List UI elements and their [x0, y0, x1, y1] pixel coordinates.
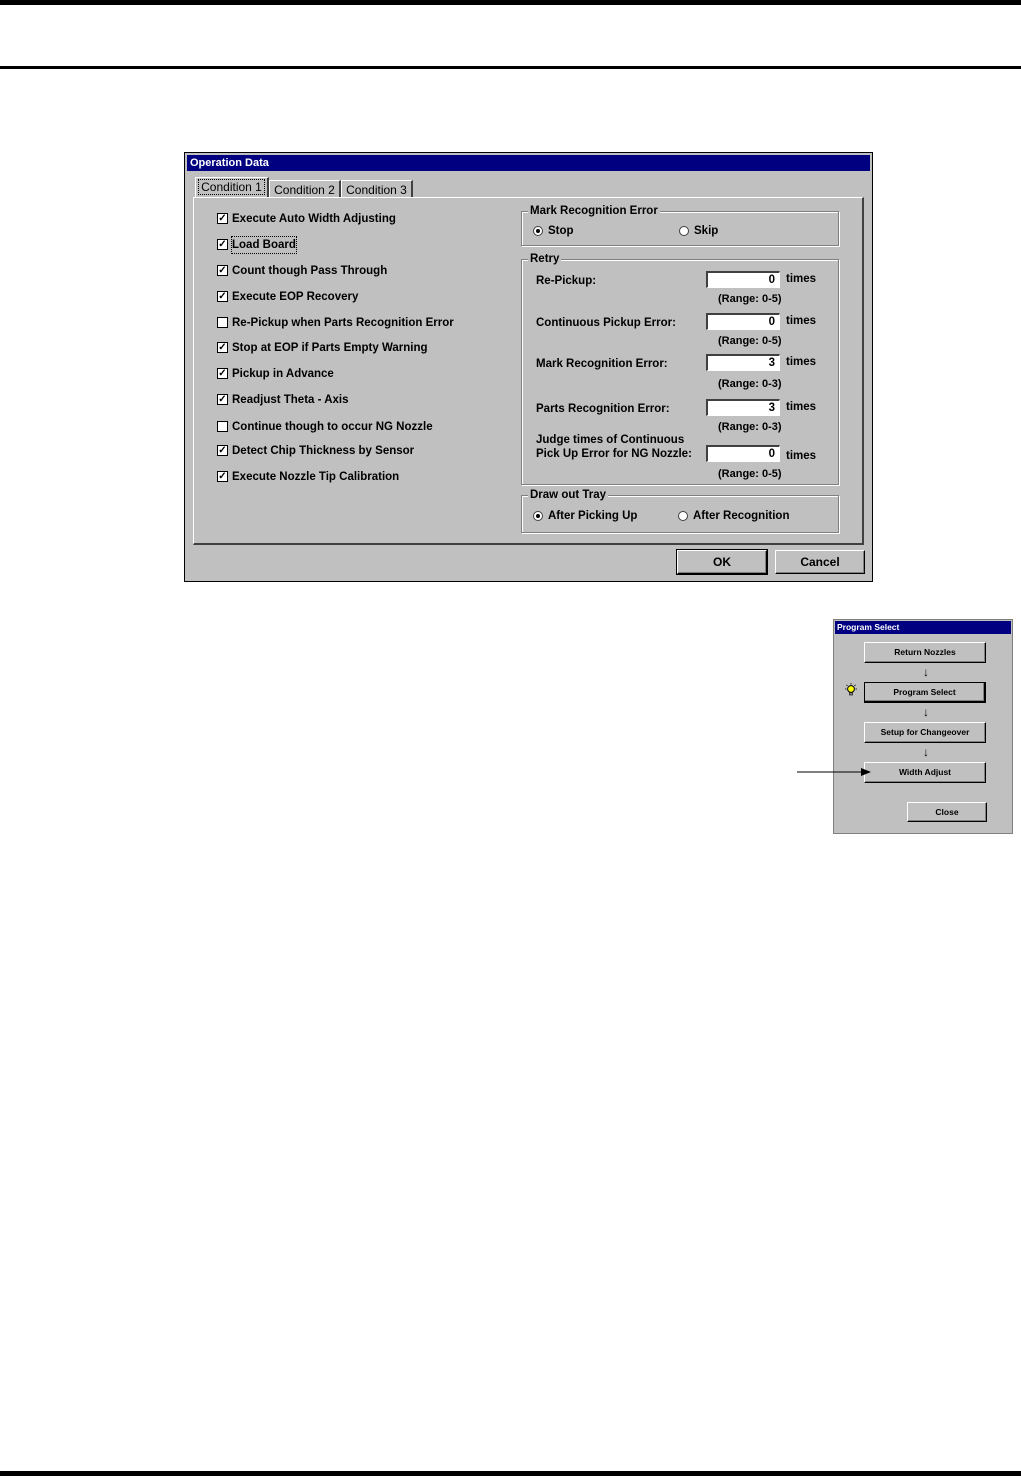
re-pickup-label: Re-Pickup: [536, 275, 597, 287]
group-title: Mark Recognition Error [530, 205, 658, 217]
times-unit: times [786, 273, 817, 285]
checkbox-label: Readjust Theta - Axis [232, 394, 349, 406]
range-label: (Range: 0-5) [718, 335, 782, 347]
radio-label: Skip [694, 225, 719, 237]
radio-label: Stop [548, 225, 574, 237]
parts-recognition-error-label: Parts Recognition Error: [536, 403, 670, 415]
parts-recognition-error-input[interactable] [706, 399, 780, 416]
checkbox-box[interactable]: ✓ [218, 368, 227, 379]
close-button[interactable]: Close [907, 802, 987, 822]
radio-dot[interactable] [533, 511, 543, 521]
header-rule [0, 66, 1021, 69]
range-label: (Range: 0-5) [718, 293, 782, 305]
checkbox-box[interactable]: ✓ [218, 239, 227, 250]
checkbox-box[interactable]: ✓ [218, 471, 227, 482]
checkbox-box[interactable]: ✓ [218, 342, 227, 353]
down-arrow-icon: ↓ [923, 705, 929, 719]
return-nozzles-button[interactable]: Return Nozzles [864, 642, 986, 663]
radio-dot[interactable] [678, 511, 688, 521]
checkbox-label: Execute Nozzle Tip Calibration [232, 471, 400, 483]
dialog-title: Operation Data [187, 155, 870, 171]
radio-label: After Recognition [693, 510, 790, 522]
tab-condition-1[interactable]: Condition 1 [195, 177, 269, 197]
setup-for-changeover-button[interactable]: Setup for Changeover [864, 722, 986, 743]
range-label: (Range: 0-5) [718, 468, 782, 480]
down-arrow-icon: ↓ [923, 745, 929, 759]
checkbox-label: Execute EOP Recovery [232, 291, 359, 303]
checkbox-box[interactable]: ✓ [218, 265, 227, 276]
dialog-title: Program Select [835, 621, 1011, 634]
width-adjust-button[interactable]: Width Adjust [864, 762, 986, 783]
retry-group [521, 253, 839, 485]
checkbox-label: Continue though to occur NG Nozzle [232, 421, 433, 433]
judge-times-label-line1: Judge times of Continuous [536, 434, 685, 446]
times-unit: times [786, 356, 817, 368]
checkbox-label: Count though Pass Through [232, 265, 388, 277]
pointer-arrow-icon [797, 767, 871, 777]
continuous-pickup-error-label: Continuous Pickup Error: [536, 317, 676, 329]
times-unit: times [786, 450, 817, 462]
group-title: Draw out Tray [530, 489, 607, 501]
range-label: (Range: 0-3) [718, 378, 782, 390]
down-arrow-icon: ↓ [923, 665, 929, 679]
tab-condition-3[interactable]: Condition 3 [341, 180, 413, 198]
checkbox-label: Pickup in Advance [232, 368, 334, 380]
checkbox-label: Stop at EOP if Parts Empty Warning [232, 342, 428, 354]
checkbox-box[interactable]: ✓ [218, 291, 227, 302]
draw-out-tray-group [521, 489, 839, 533]
times-unit: times [786, 315, 817, 327]
radio-dot[interactable] [679, 226, 689, 236]
checkbox-box[interactable]: ✓ [218, 213, 227, 224]
program-select-dialog [833, 619, 1013, 834]
judge-times-input[interactable] [706, 445, 780, 462]
lightbulb-icon [844, 683, 858, 697]
top-rule [0, 0, 1021, 5]
mark-recognition-error-group [521, 205, 839, 246]
ok-button[interactable]: OK [677, 550, 767, 574]
range-label: (Range: 0-3) [718, 421, 782, 433]
checkbox-box[interactable]: ✓ [218, 394, 227, 405]
tab-condition-2[interactable]: Condition 2 [269, 180, 341, 198]
group-title: Retry [530, 253, 560, 265]
cancel-button[interactable]: Cancel [775, 550, 865, 574]
mark-recognition-error-label: Mark Recognition Error: [536, 358, 668, 370]
checkbox-box[interactable] [217, 421, 228, 432]
times-unit: times [786, 401, 817, 413]
radio-dot[interactable] [533, 226, 543, 236]
checkbox-label: Re-Pickup when Parts Recognition Error [232, 317, 454, 329]
judge-times-label-line2: Pick Up Error for NG Nozzle: [536, 448, 692, 460]
re-pickup-input[interactable] [706, 271, 780, 288]
checkbox-box[interactable]: ✓ [218, 445, 227, 456]
program-select-button[interactable]: Program Select [864, 682, 986, 703]
mark-recognition-error-input[interactable] [706, 354, 780, 371]
checkbox-box[interactable] [217, 317, 228, 328]
bottom-rule [0, 1471, 1021, 1476]
checkbox-label: Load Board [232, 239, 296, 251]
checkbox-label: Execute Auto Width Adjusting [232, 213, 396, 225]
radio-label: After Picking Up [548, 510, 638, 522]
operation-data-dialog [184, 152, 873, 582]
continuous-pickup-error-input[interactable] [706, 313, 780, 330]
checkbox-label: Detect Chip Thickness by Sensor [232, 445, 415, 457]
